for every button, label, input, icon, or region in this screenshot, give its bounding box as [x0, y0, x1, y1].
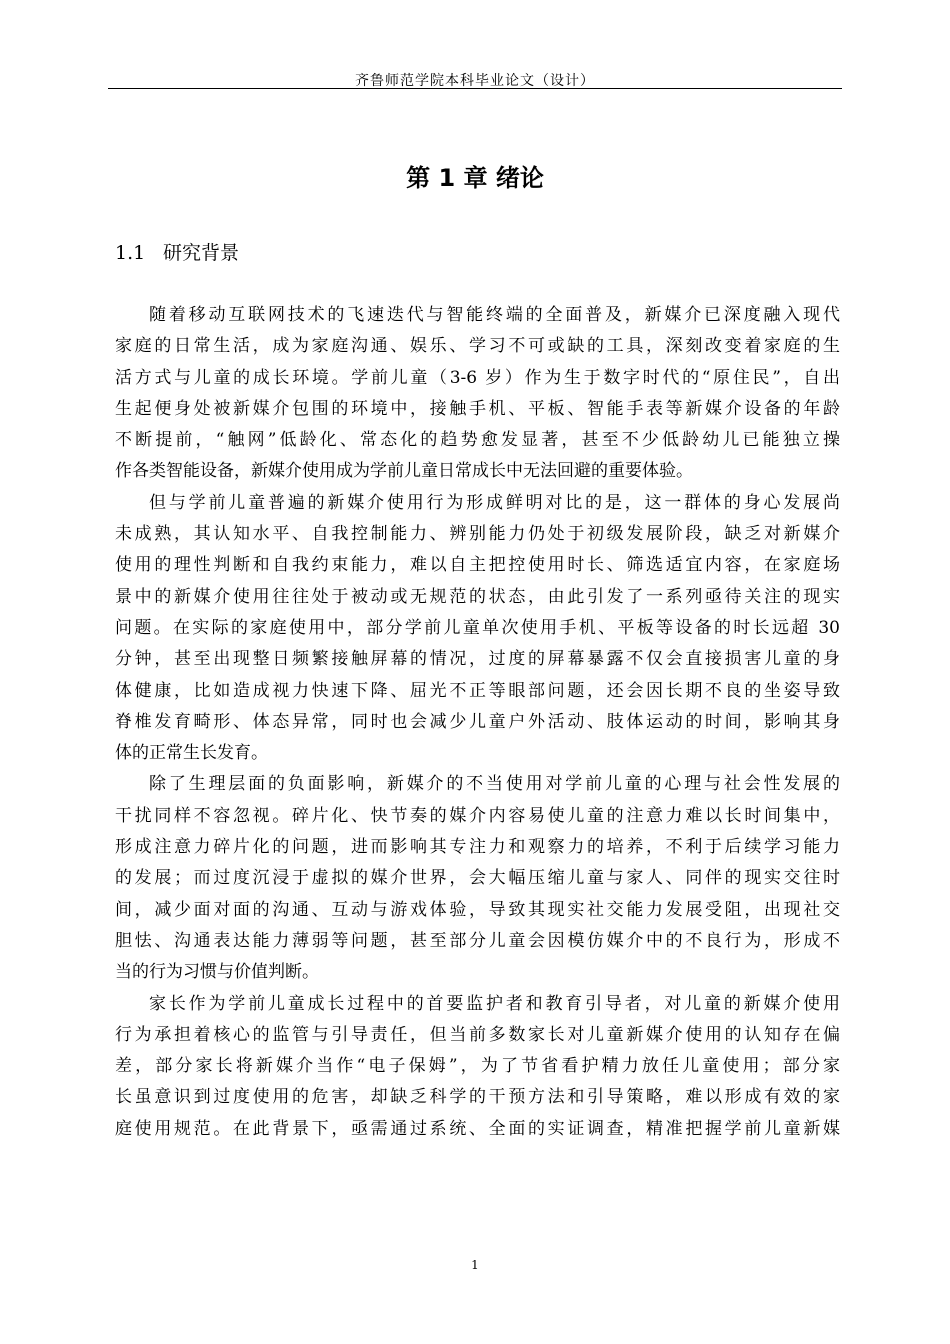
- paragraph-line: 随着移动互联网技术的飞速迭代与智能终端的全面普及，新媒介已深度融入现代: [149, 305, 840, 325]
- paragraph-line: 除了生理层面的负面影响，新媒介的不当使用对学前儿童的心理与社会性发展的: [149, 774, 840, 795]
- running-header: 齐鲁师范学院本科毕业论文（设计）: [355, 73, 595, 89]
- paragraph-line: 当的行为习惯与价值判断。: [115, 962, 319, 983]
- paragraph-line: 脊椎发育畸形、体态异常，同时也会减少儿童户外活动、肢体运动的时间，影响其身: [115, 711, 840, 732]
- paragraph-line: 间，减少面对面的沟通、互动与游戏体验，导致其现实社交能力发展受阻，出现社交: [115, 899, 840, 920]
- paragraph-line: 行为承担着核心的监管与引导责任，但当前多数家长对儿童新媒介使用的认知存在偏: [115, 1024, 840, 1045]
- paragraph-line: 的发展；而过度沉浸于虚拟的媒介世界，会大幅压缩儿童与家人、同伴的现实交往时: [115, 868, 840, 889]
- page-number: 1: [471, 1258, 479, 1272]
- paragraph-line: 形成注意力碎片化的问题，进而影响其专注力和观察力的培养，不利于后续学习能力: [115, 837, 840, 858]
- section-title: 研究背景: [163, 242, 240, 264]
- paragraph-line: 长虽意识到过度使用的危害，却缺乏科学的干预方法和引导策略，难以形成有效的家: [115, 1087, 840, 1108]
- paragraph-line: 干扰同样不容忽视。碎片化、快节奏的媒介内容易使儿童的注意力难以长时间集中，: [115, 805, 840, 826]
- paragraph-line: 使用的理性判断和自我约束能力，难以自主把控使用时长、筛选适宜内容，在家庭场: [115, 555, 840, 576]
- body-text: [115, 300, 840, 1145]
- header-rule: [108, 88, 842, 89]
- paragraph-line: 体健康，比如造成视力快速下降、屈光不正等眼部问题，还会因长期不良的坐姿导致: [115, 680, 840, 701]
- paragraph-line: 家庭的日常生活，成为家庭沟通、娱乐、学习不可或缺的工具，深刻改变着家庭的生: [115, 336, 840, 357]
- paragraph-line: 未成熟，其认知水平、自我控制能力、辨别能力仍处于初级发展阶段，缺乏对新媒介: [115, 524, 840, 545]
- paragraph-line: 生起便身处被新媒介包围的环境中，接触手机、平板、智能手表等新媒介设备的年龄: [115, 398, 840, 419]
- chapter-title: 第 1 章 绪论: [406, 164, 544, 192]
- paragraph-line: 景中的新媒介使用往往处于被动或无规范的状态，由此引发了一系列亟待关注的现实: [115, 586, 840, 607]
- section-heading: [115, 238, 239, 265]
- paragraph-line: 不断提前，“触网”低龄化、常态化的趋势愈发显著，甚至不少低龄幼儿已能独立操: [115, 430, 840, 451]
- paragraph-line: 庭使用规范。在此背景下，亟需通过系统、全面的实证调查，精准把握学前儿童新媒: [115, 1118, 840, 1139]
- paragraph-line: 差，部分家长将新媒介当作“电子保姆”，为了节省看护精力放任儿童使用；部分家: [115, 1056, 840, 1077]
- paragraph-line: 家长作为学前儿童成长过程中的首要监护者和教育引导者，对儿童的新媒介使用: [149, 993, 840, 1014]
- paragraph-line: 胆怯、沟通表达能力薄弱等问题，甚至部分儿童会因模仿媒介中的不良行为，形成不: [115, 930, 840, 951]
- paragraph-line: 问题。在实际的家庭使用中，部分学前儿童单次使用手机、平板等设备的时长远超 30: [115, 617, 840, 638]
- paragraph-line: 但与学前儿童普遍的新媒介使用行为形成鲜明对比的是，这一群体的身心发展尚: [149, 492, 840, 513]
- paragraph-line: 作各类智能设备，新媒介使用成为学前儿童日常成长中无法回避的重要体验。: [115, 461, 693, 482]
- paragraph-line: 体的正常生长发育。: [115, 743, 268, 764]
- paragraph-line: 分钟，甚至出现整日频繁接触屏幕的情况，过度的屏幕暴露不仅会直接损害儿童的身: [115, 649, 840, 670]
- section-number: 1.1: [115, 242, 146, 264]
- paragraph-line: 活方式与儿童的成长环境。学前儿童（3-6 岁）作为生于数字时代的“原住民”，自出: [115, 367, 840, 388]
